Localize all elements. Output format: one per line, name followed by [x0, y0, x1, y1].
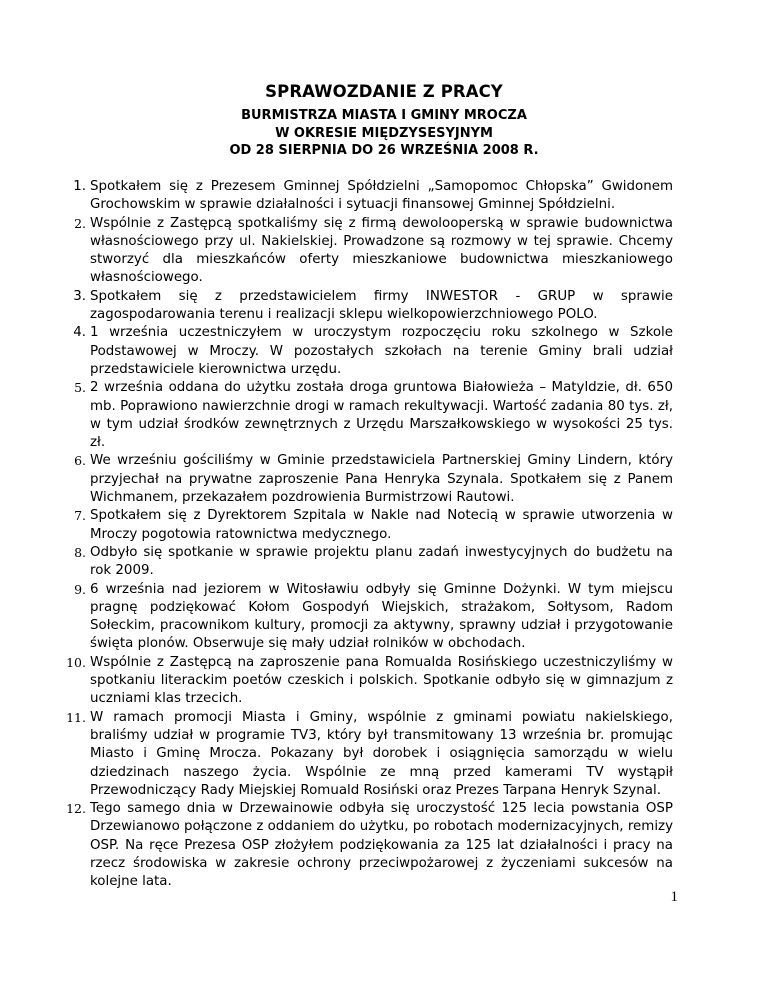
- item-number: 3.: [73, 288, 86, 304]
- list-item: [73, 288, 673, 325]
- report-subtitle-line-1: BURMISTRZA MIASTA I GMINY MROCZA: [241, 108, 527, 123]
- list-item: [66, 709, 673, 800]
- list-item: [73, 178, 673, 215]
- list-item: [74, 507, 673, 544]
- report-subtitle-line-3: OD 28 SIERPNIA DO 26 WRZEŚNIA 2008 R.: [229, 143, 539, 158]
- item-number: 10.: [66, 654, 86, 670]
- item-number: 4.: [73, 325, 86, 341]
- page-number: 1: [670, 889, 678, 905]
- item-number: 12.: [66, 801, 86, 817]
- item-text: Spotkałem się z Dyrektorem Szpitala w Nakle nad Notecią w sprawie utworzenia w Mroczy pogotowia ratownictwa medycznego.: [90, 508, 673, 542]
- item-number: 8.: [74, 544, 86, 560]
- list-item: [74, 379, 673, 452]
- item-text: 6 września nad jeziorem w Witosławiu odbyły się Gminne Dożynki. W tym miejscu pragnę podziękować Kołom Gospodyń Wiejskich, strażakom, Sołtysom, Radom Sołeckim, pracownikom kultury, promocji za aktywny, sprawny udział i przygotowanie święta plonów. Obserwuje się mały udział rolników w obchodach.: [90, 581, 673, 652]
- item-number: 5.: [74, 380, 86, 396]
- list-item: [74, 544, 673, 581]
- item-text: 2 września oddana do użytku została droga gruntowa Białowieża – Matyldzie, dł. 650 mb. Poprawiono nawierzchnie drogi w ramach rekultywacji. Wartość zadania 80 tys. zł, w tym udział środków zewnętrznych z Urzędu Marszałkowskiego w wysokości 25 tys. zł.: [90, 380, 673, 451]
- item-text: Spotkałem się z Prezesem Gminnej Spółdzielni „Samopomoc Chłopska” Gwidonem Grochowskim w sprawie działalności i sytuacji finansowej Gminnej Spółdzielni.: [90, 179, 673, 213]
- list-item: [66, 800, 673, 891]
- list-item: [66, 654, 673, 709]
- item-number: 9.: [74, 581, 86, 597]
- item-number: 2.: [74, 215, 86, 231]
- item-text: Wspólnie z Zastępcą spotkaliśmy się z firmą dewolooperską w sprawie budownictwa własnościowego przy ul. Nakielskiej. Prowadzone są rozmowy w tej sprawie. Chcemy stworzyć dla mieszkańców oferty mieszkaniowe budownictwa mieszkaniowego własnościowego.: [90, 215, 673, 286]
- list-item: [74, 452, 673, 507]
- item-text: Wspólnie z Zastępcą na zaproszenie pana Romualda Rosińskiego uczestniczyliśmy w spotkaniu literackim poetów czeskich i polskich. Spotkanie odbyło się w gimnazjum z uczniami klas trzecich.: [90, 654, 673, 707]
- item-number: 1.: [73, 179, 86, 194]
- item-number: 6.: [74, 453, 86, 469]
- report-subtitle-line-2: W OKRESIE MIĘDZYSESYJNYM: [275, 125, 493, 141]
- item-text: Spotkałem się z przedstawicielem firmy INWESTOR - GRUP w sprawie zagospodarowania terenu i realizacji sklepu wielkopowierzchniowego POLO.: [90, 288, 673, 323]
- list-item: [74, 215, 673, 288]
- report-items-list: [66, 178, 673, 892]
- item-text: W ramach promocji Miasta i Gminy, wspólnie z gminami powiatu nakielskiego, braliśmy udział w programie TV3, który był transmitowany 13 września br. promując Miasto i Gminę Mrocza. Pokazany był dorobek i osiągnięcia samorządu w wielu dziedzinach naszego życia. Wspólnie ze mną przed kamerami TV wystąpił Przewodniczący Rady Miejskiej Romuald Rosiński oraz Prezes Tarpana Henryk Szynal.: [90, 709, 673, 798]
- item-text: Odbyło się spotkanie w sprawie projektu planu zadań inwestycyjnych do budżetu na rok 2009.: [90, 544, 673, 579]
- list-item: [73, 324, 673, 379]
- title-block: [0, 82, 768, 160]
- report-title: SPRAWOZDANIE Z PRACY: [265, 82, 503, 101]
- item-number: 11.: [66, 709, 86, 725]
- list-item: [74, 581, 673, 654]
- item-text: We wrześniu gościliśmy w Gminie przedstawiciela Partnerskiej Gminy Lindern, który przyjechał na prywatne zaproszenie Pana Henryka Szynala. Spotkałem się z Panem Wichmanem, przekazałem pozdrowienia Burmistrzowi Rautowi.: [90, 453, 673, 506]
- item-text: 1 września uczestniczyłem w uroczystym rozpoczęciu roku szkolnego w Szkole Podstawowej w Mroczy. W pozostałych szkołach na terenie Gminy brali udział przedstawiciele kierownictwa urzędu.: [90, 325, 673, 377]
- item-number: 7.: [74, 508, 86, 524]
- item-text: Tego samego dnia w Drzewainowie odbyła się uroczystość 125 lecia powstania OSP Drzewianowo połączone z oddaniem do użytku, po robotach modernizacyjnych, remizy OSP. Na ręce Prezesa OSP złożyłem podziękowania za 125 lat działalności i pracy na rzecz środowiska w zakresie ochrony przeciwpożarowej z życzeniami sukcesów na kolejne lata.: [90, 801, 673, 890]
